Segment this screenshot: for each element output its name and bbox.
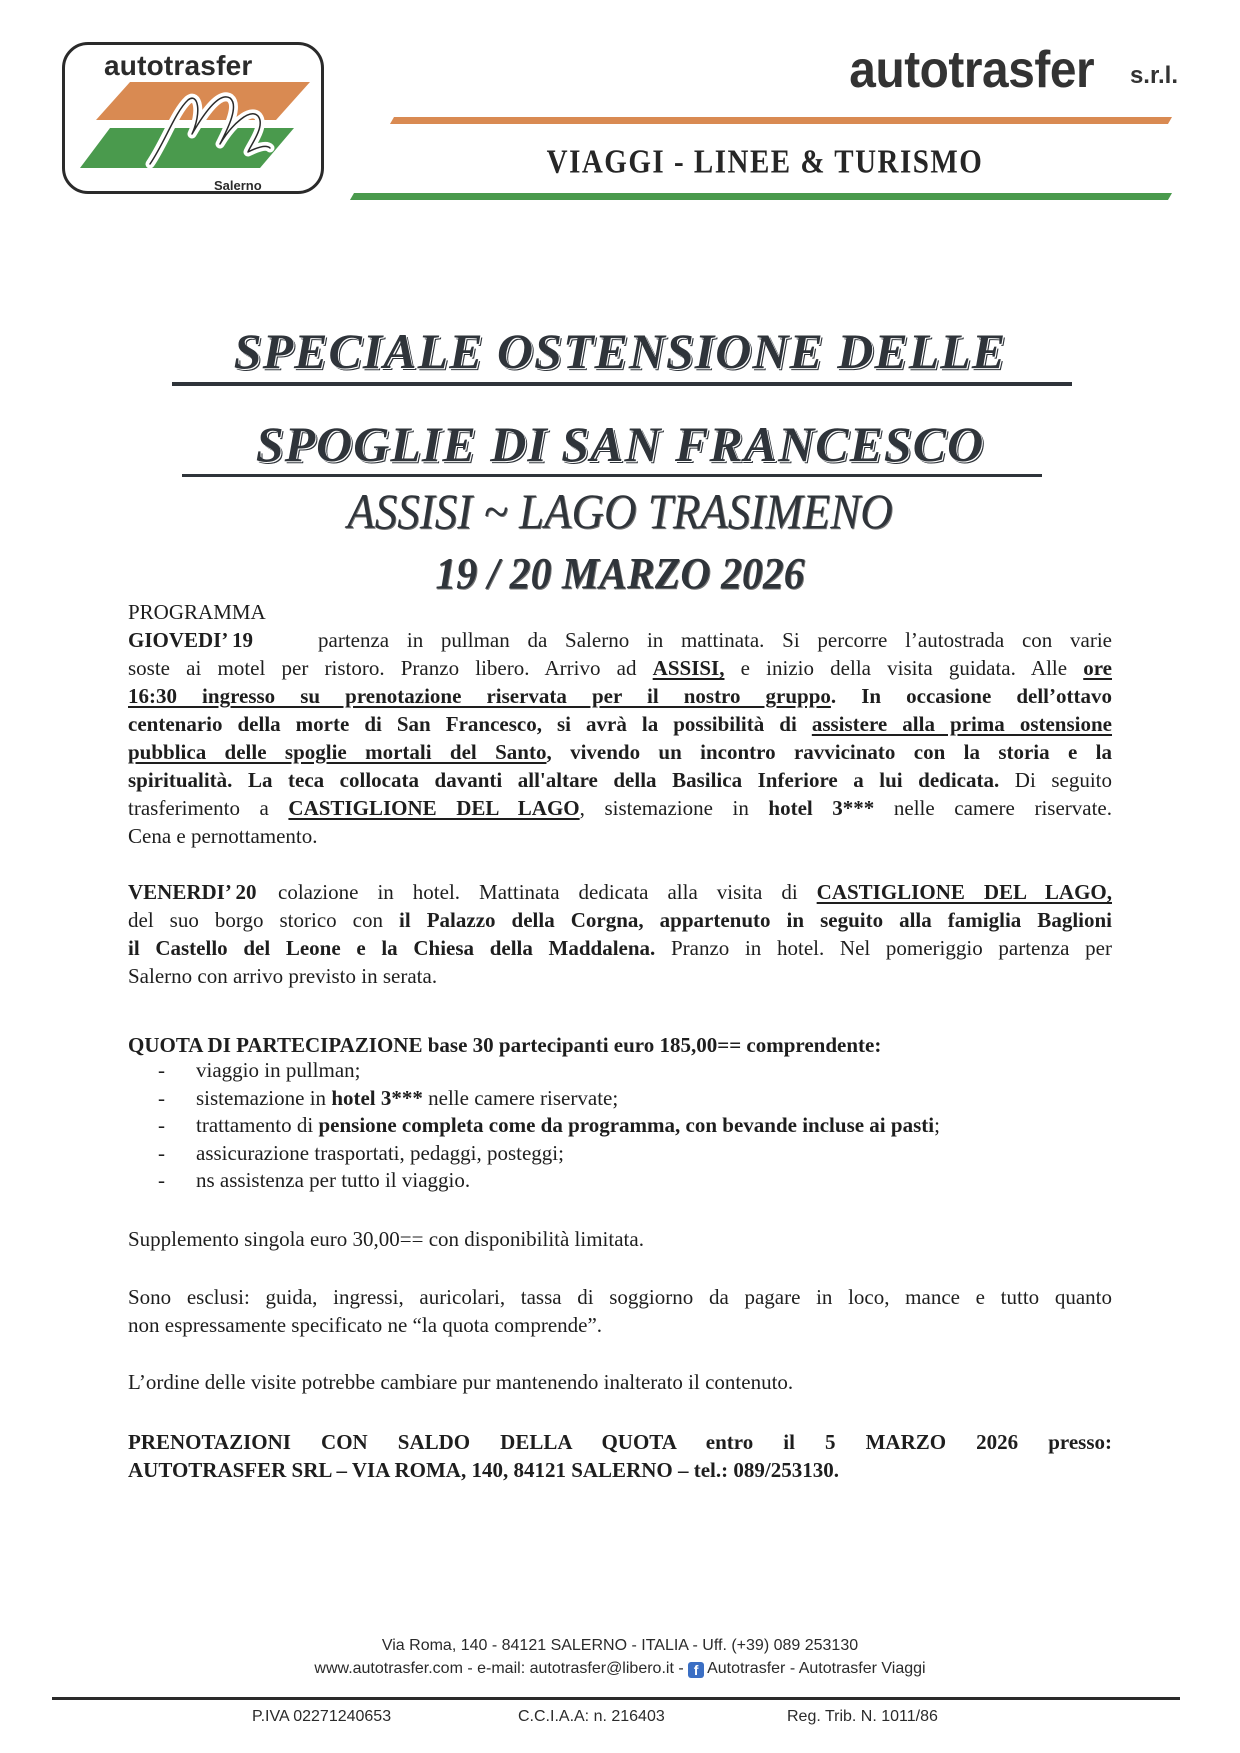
orange-divider	[390, 117, 1172, 124]
exclusions	[128, 1283, 1112, 1339]
list-item	[158, 1140, 1118, 1168]
day1-line: Cena e pernottamento.	[128, 824, 318, 848]
day1-text: soste ai motel per ristoro. Pranzo libero. Arrivo ad	[128, 656, 653, 680]
day1-line	[128, 710, 1112, 738]
facebook-icon: f	[688, 1662, 704, 1678]
day2-line	[128, 934, 1112, 962]
logo-wordmark: autotrasfer	[104, 50, 253, 81]
castiglione-highlight: CASTIGLIONE DEL LAGO,	[816, 880, 1112, 904]
order-note-wrap	[128, 1368, 1112, 1396]
exclusions-line: non espressamente specificato ne “la quota comprende”.	[128, 1313, 603, 1337]
day1-text: partenza in pullman da Salerno in mattinata. Si percorre l’autostrada con varie	[318, 628, 1112, 652]
booking-section	[128, 1428, 1112, 1484]
hotel-rating: hotel 3***	[768, 796, 875, 820]
footer-divider	[52, 1697, 1180, 1700]
title-line-2: SPOGLIE DI SAN FRANCESCO	[255, 416, 985, 472]
day1-text: Di seguito	[999, 768, 1112, 792]
list-item-text: assicurazione trasportati, pedaggi, posteggi;	[196, 1140, 564, 1165]
footer-web-email: www.autotrasfer.com - e-mail: autotrasfer@libero.it -	[314, 1660, 689, 1677]
day2-text: il Castello del Leone e la Chiesa della Maddalena.	[128, 936, 656, 960]
title-line-1: SPECIALE OSTENSIONE DELLE	[233, 323, 1007, 379]
list-item-text: ns assistenza per tutto il viaggio.	[196, 1168, 471, 1192]
supplement-note: Supplemento singola euro 30,00== con disponibilità limitata.	[128, 1227, 644, 1251]
exclusions-line: Sono esclusi: guida, ingressi, auricolari, tassa di soggiorno da pagare in loco, mance e tutto quanto	[128, 1285, 1112, 1309]
day2-line	[128, 906, 1112, 934]
day2-text: colazione in hotel. Mattinata dedicata alla visita di	[278, 880, 817, 904]
day1-text: . In occasione dell’ottavo	[830, 684, 1112, 708]
title-underline-1	[172, 382, 1072, 386]
list-item	[158, 1167, 1118, 1195]
list-item-text: nelle camere riservate;	[422, 1085, 619, 1110]
ostension-highlight: pubblica delle spoglie mortali del Santo	[128, 740, 547, 764]
bullet-marker: -	[158, 1140, 165, 1165]
day1-line	[128, 794, 1112, 822]
list-item-text: pensione completa come da programma, con bevande incluse ai pasti	[318, 1113, 935, 1137]
day2-text: il Palazzo della Corgna, appartenuto in seguito alla famiglia Baglioni	[399, 908, 1112, 932]
list-item-text: hotel 3***	[331, 1085, 423, 1110]
list-item	[158, 1085, 1118, 1113]
program-heading: PROGRAMMA	[128, 600, 266, 624]
green-divider	[350, 193, 1172, 200]
price-line	[128, 1031, 1112, 1059]
day1-text: , sistemazione in	[579, 796, 769, 820]
bullet-marker: -	[158, 1058, 165, 1082]
day1-line	[128, 738, 1112, 766]
bullet-marker: -	[158, 1085, 165, 1110]
list-item	[158, 1057, 1118, 1085]
entry-time-highlight: ore	[1083, 656, 1112, 680]
day1-label: GIOVEDI’ 19	[128, 628, 254, 652]
bullet-marker: -	[158, 1113, 165, 1137]
day1-text: e inizio della visita guidata. Alle	[724, 656, 1084, 680]
company-name: autotrasfer	[849, 41, 1094, 99]
day1-text: nelle camere riservate.	[874, 796, 1112, 820]
day1-text: centenario della morte di San Francesco, si avrà la possibilità di	[128, 712, 812, 736]
day1-text: , vivendo un incontro ravvicinato con la storia e la	[546, 740, 1112, 764]
day1-line	[128, 766, 1112, 794]
day1-line	[128, 682, 1112, 710]
entry-time-highlight: 16:30 ingresso su prenotazione riservata per il nostro gruppo	[128, 684, 831, 708]
list-item-text: ;	[934, 1113, 940, 1137]
day2-section	[128, 878, 1112, 990]
price-section	[128, 1031, 1112, 1059]
castiglione-highlight: CASTIGLIONE DEL LAGO	[288, 796, 580, 820]
program-section	[128, 598, 1112, 850]
list-item-text: sistemazione in	[196, 1085, 332, 1110]
day2-line	[128, 878, 1112, 906]
day2-text: Pranzo in hotel. Nel pomeriggio partenza per	[655, 936, 1112, 960]
footer-address: Via Roma, 140 - 84121 SALERNO - ITALIA - Uff. (+39) 089 253130	[381, 1637, 859, 1654]
day1-line	[128, 626, 1112, 654]
vat-number: P.IVA 02271240653	[252, 1708, 392, 1725]
day2-line: Salerno con arrivo previsto in serata.	[128, 964, 438, 988]
destination-title: ASSISI ~ LAGO TRASIMENO	[347, 483, 893, 539]
list-item	[158, 1112, 1118, 1140]
booking-line: PRENOTAZIONI CON SALDO DELLA QUOTA entro il 5 MARZO 2026 presso:	[128, 1430, 1112, 1454]
notes-section	[128, 1225, 1112, 1253]
day1-line	[128, 654, 1112, 682]
bullet-marker: -	[158, 1168, 165, 1192]
date-title: 19 / 20 MARZO 2026	[435, 549, 805, 598]
list-item-text: viaggio in pullman;	[196, 1058, 361, 1082]
booking-line: AUTOTRASFER SRL – VIA ROMA, 140, 84121 SALERNO – tel.: 089/253130.	[128, 1458, 839, 1482]
price-value: base 30 partecipanti euro 185,00== comprendente:	[422, 1033, 882, 1057]
tagline: VIAGGI - LINEE & TURISMO	[546, 143, 984, 181]
order-note: L’ordine delle visite potrebbe cambiare pur mantenendo inalterato il contenuto.	[128, 1370, 794, 1394]
footer-contacts	[0, 1660, 1240, 1678]
list-item-text: trattamento di	[196, 1113, 319, 1137]
registry-number: Reg. Trib. N. 1011/86	[787, 1708, 938, 1725]
footer-social: Autotrasfer - Autotrasfer Viaggi	[707, 1660, 926, 1677]
day1-text: spiritualità. La teca collocata davanti all'altare della Basilica Inferiore a lui dedicata.	[128, 768, 1000, 792]
assisi-highlight: ASSISI,	[652, 656, 725, 680]
title-underline-2	[182, 474, 1042, 477]
company-suffix: s.r.l.	[1129, 62, 1178, 89]
chamber-number: C.C.I.A.A: n. 216403	[518, 1708, 665, 1725]
day2-label: VENERDI’ 20	[128, 880, 257, 904]
logo-city: Salerno	[214, 178, 262, 193]
ostension-highlight: assistere alla prima ostensione	[811, 712, 1112, 736]
day2-text: del suo borgo storico con	[128, 908, 400, 932]
price-heading: QUOTA DI PARTECIPAZIONE	[128, 1033, 423, 1057]
included-list	[158, 1057, 1118, 1195]
day1-text: trasferimento a	[128, 796, 289, 820]
